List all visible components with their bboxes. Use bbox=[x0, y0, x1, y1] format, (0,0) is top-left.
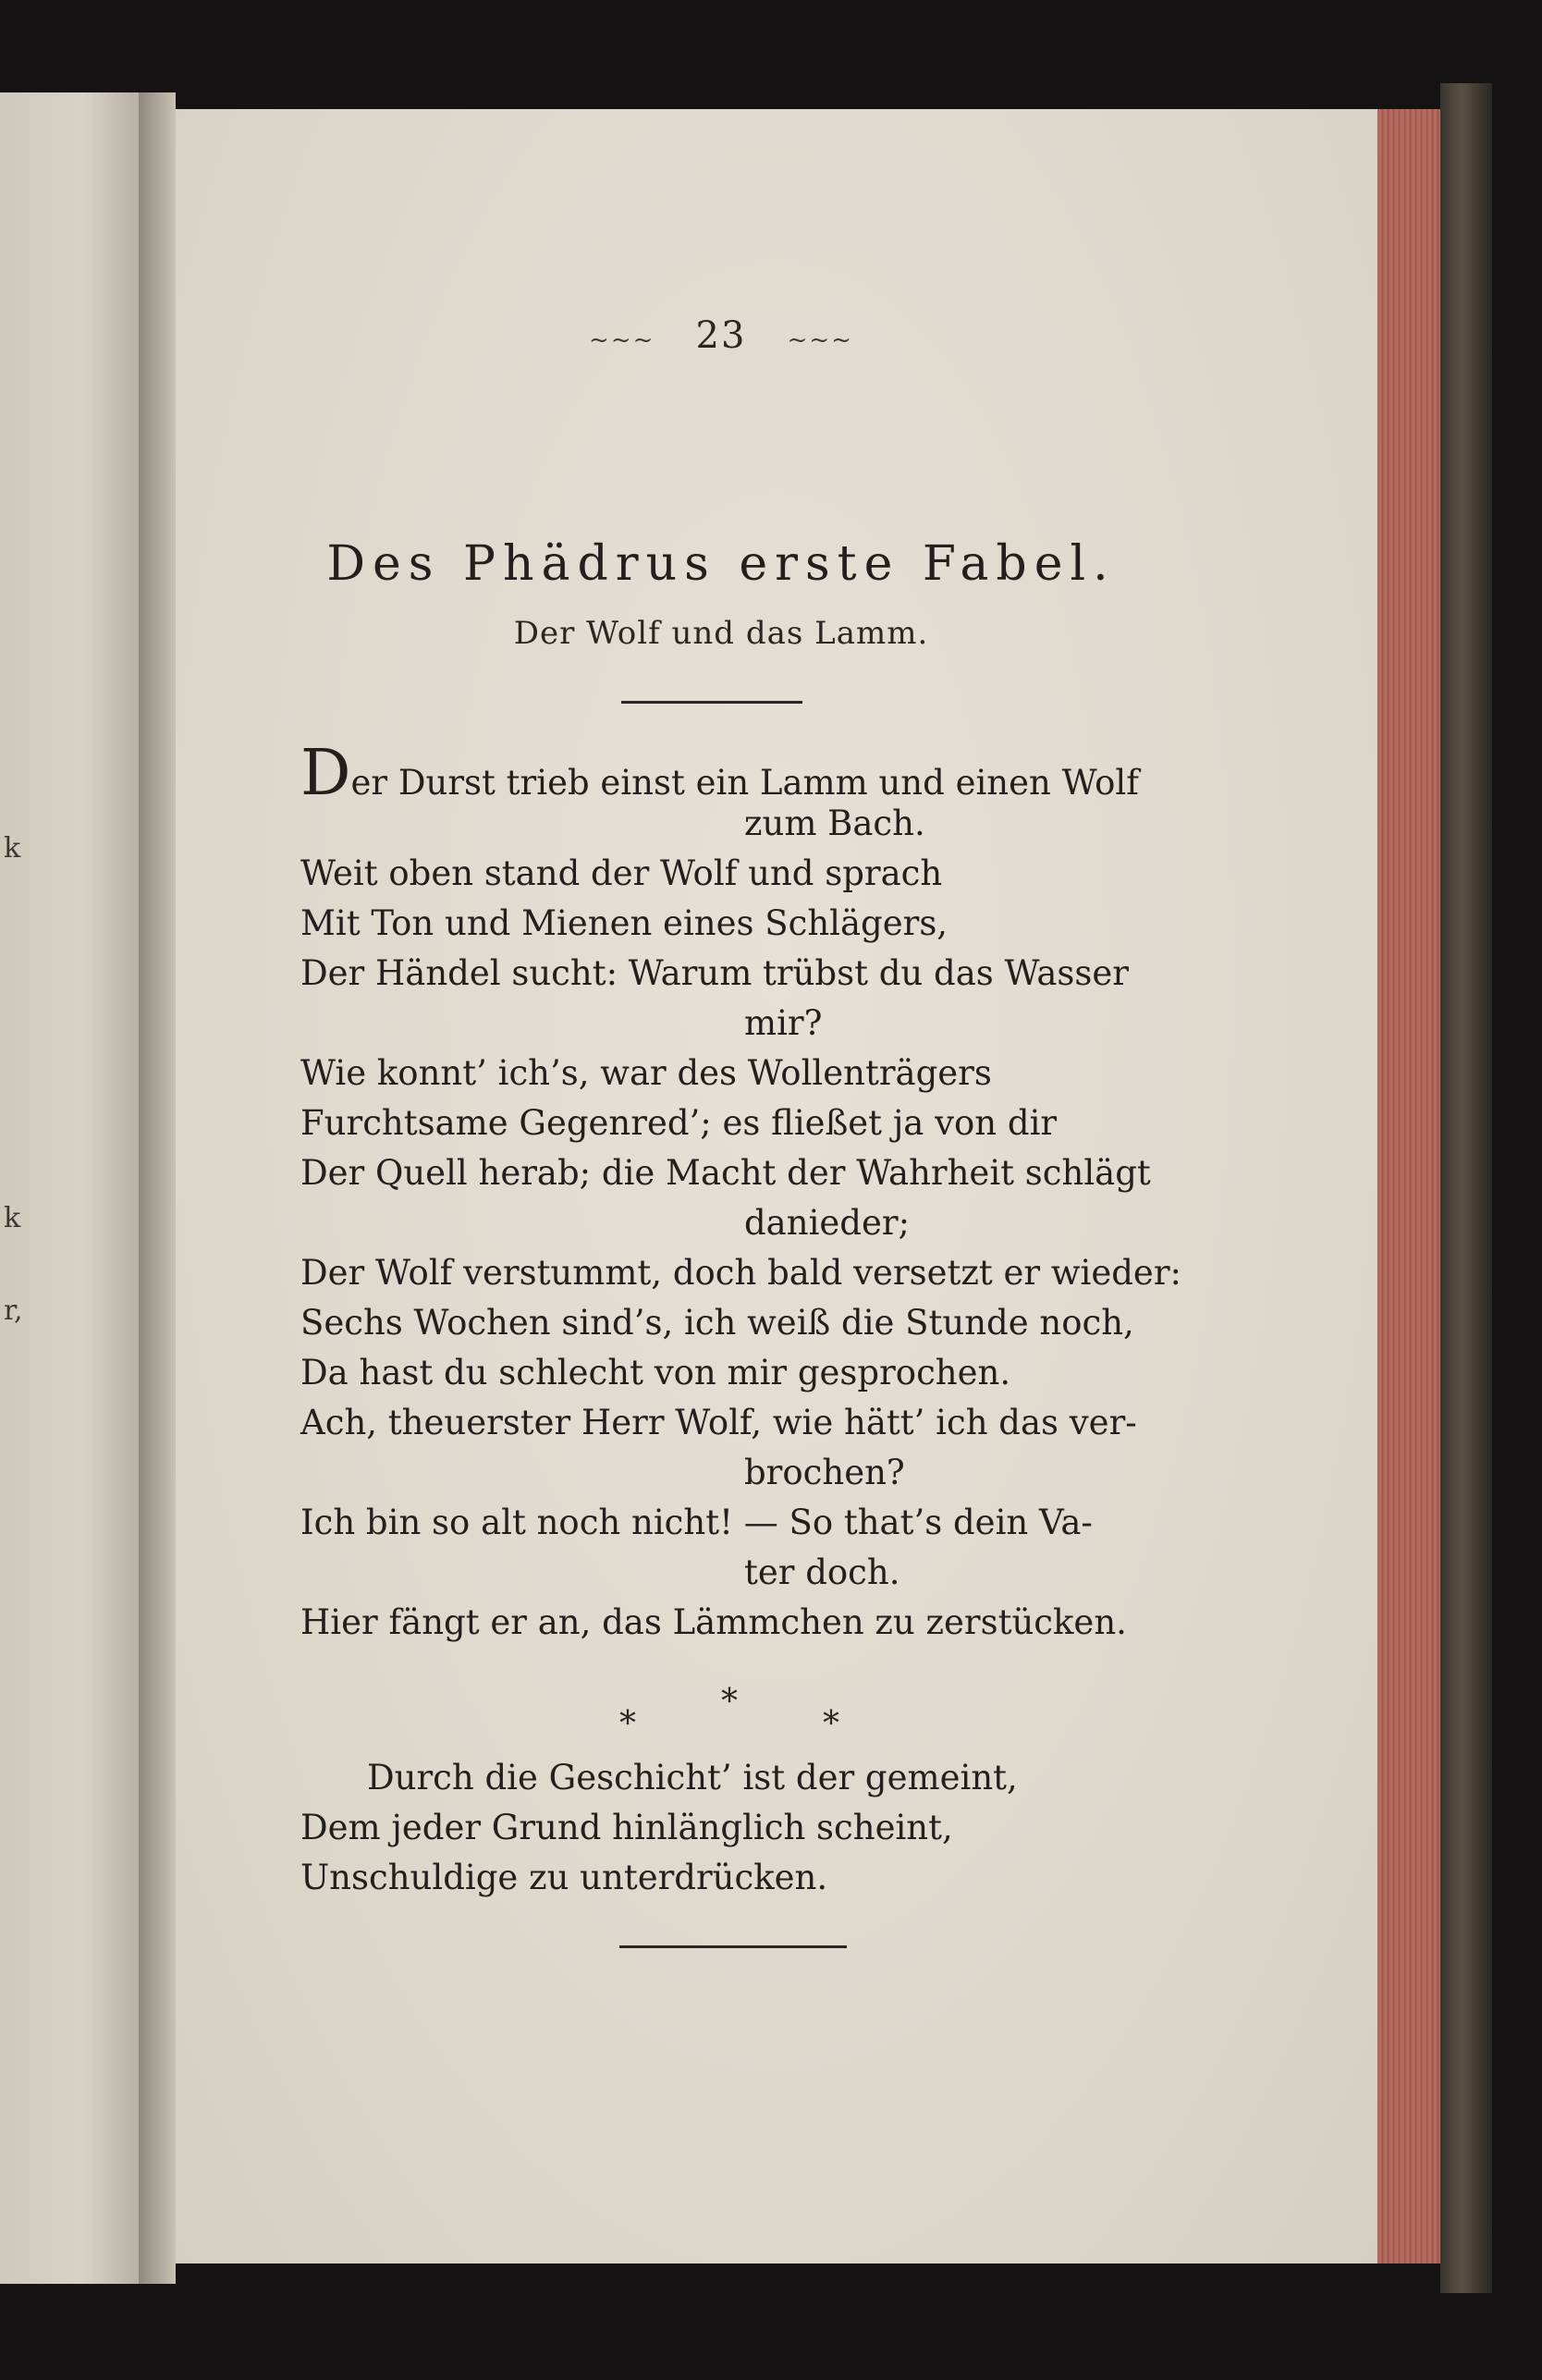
moral-line: Durch die Geschicht’ ist der gemeint, bbox=[367, 1758, 1018, 1797]
moral-line: Unschuldige zu unterdrücken. bbox=[300, 1858, 828, 1897]
page-number: 23 bbox=[695, 314, 747, 357]
page-edges bbox=[1377, 109, 1440, 2263]
poem-line: Sechs Wochen sind’s, ich weiß die Stunde noch, bbox=[300, 1303, 1134, 1343]
end-rule bbox=[619, 1945, 847, 1948]
title-rule bbox=[621, 701, 802, 704]
poem-line: Der Händel sucht: Warum trübst du das Wasser bbox=[300, 953, 1129, 993]
poem-line: ter doch. bbox=[744, 1552, 900, 1592]
poem-line: Ich bin so alt noch nicht! — So that’s dein Va- bbox=[300, 1503, 1093, 1542]
poem-line: Mit Ton und Mienen eines Schlägers, bbox=[300, 903, 948, 943]
fable-subtitle: Der Wolf und das Lamm. bbox=[513, 615, 929, 652]
poem-line: Der Quell herab; die Macht der Wahrheit schlägt bbox=[300, 1153, 1151, 1193]
poem-line: danieder; bbox=[744, 1203, 911, 1243]
poem-line: Hier fängt er an, das Lämmchen zu zerstücken. bbox=[300, 1602, 1127, 1642]
moral-line: Dem jeder Grund hinlänglich scheint, bbox=[300, 1808, 953, 1847]
left-page-mark: r, bbox=[4, 1294, 23, 1327]
poem-line: mir? bbox=[744, 1003, 823, 1043]
asterism-star: * bbox=[619, 1705, 636, 1743]
poem-line: Weit oben stand der Wolf und sprach bbox=[300, 853, 943, 893]
poem-line: Ach, theuerster Herr Wolf, wie hätt’ ich das ver- bbox=[300, 1403, 1137, 1442]
poem-line: zum Bach. bbox=[744, 804, 925, 843]
asterism-star: * bbox=[721, 1683, 738, 1721]
drop-cap: D bbox=[300, 737, 351, 810]
book-gutter bbox=[139, 92, 176, 2284]
page-number-header bbox=[0, 314, 1442, 357]
poem-body bbox=[300, 737, 1181, 1648]
poem-line: brochen? bbox=[744, 1453, 905, 1492]
left-page bbox=[0, 92, 139, 2284]
book-cover-edge bbox=[1440, 83, 1492, 2293]
fable-title: Des Phädrus erste Fabel. bbox=[326, 536, 1116, 592]
left-page-mark: k bbox=[4, 832, 21, 865]
left-page-mark: k bbox=[4, 1202, 21, 1234]
asterism-star: * bbox=[823, 1705, 839, 1743]
poem-line: Der Durst trieb einst ein Lamm und einen Wolf bbox=[300, 737, 1139, 810]
ornament-right: ~~~ bbox=[787, 326, 853, 354]
asterism bbox=[592, 1683, 851, 1748]
poem-line: Furchtsame Gegenred’; es fließet ja von dir bbox=[300, 1103, 1058, 1143]
poem-line: Da hast du schlecht von mir gesprochen. bbox=[300, 1353, 1011, 1392]
moral-verse bbox=[300, 1752, 1179, 1902]
ornament-left: ~~~ bbox=[589, 326, 655, 354]
poem-line: Der Wolf verstummt, doch bald versetzt er wieder: bbox=[300, 1253, 1181, 1293]
poem-line: Wie konnt’ ich’s, war des Wollenträgers bbox=[300, 1053, 992, 1093]
